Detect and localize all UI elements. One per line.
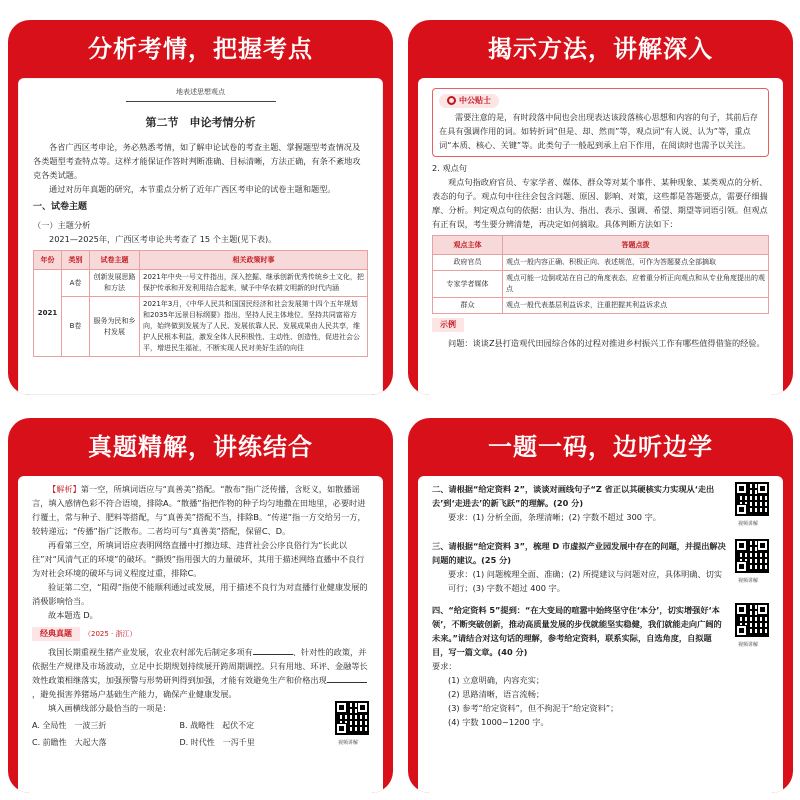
- case-text: 、针对性的政策，并依据生产规律及市场波动，立足中长期规划持续展开跨周期调控。只有用地、环评、金融等长效性政策相继落实，加强预警与形势研判得到加强，才能有效避免生产和价格出现: [32, 647, 368, 685]
- qr-code-icon[interactable]: [735, 539, 769, 573]
- qr-caption: 视频讲解: [737, 578, 758, 584]
- cell-category: A卷: [62, 270, 90, 297]
- panel-qr-learning: [408, 418, 793, 793]
- panel-exam-analysis: [8, 20, 393, 395]
- th-tip: 答题点拨: [503, 236, 769, 255]
- qr-block[interactable]: [727, 482, 769, 531]
- options-list: [32, 719, 327, 750]
- page-preview: [418, 78, 783, 395]
- cell-policy: 2021年3月，《中华人民共和国国民经济和社会发展第十四个五年规划和2035年远景目标纲要》指出，坚持人民主体地位，坚持共同富裕方向，始终做到发展为了人民、发展依靠人民、发展成果由人民共享，维护人民根本利益，激发全体人民积极性、主动性、创造性，促进社会公平，增进民生福祉，不断实现人民对美好生活的向往: [140, 297, 368, 357]
- cell-subject: 群众: [433, 298, 503, 314]
- panel-title: 真题精解，讲练结合: [88, 433, 313, 461]
- heading: 2. 观点句: [432, 163, 467, 173]
- paragraph: 观点句指政府官员、专家学者、媒体、群众等对某个事件、某种现象、某类观点的分析、表态的句子。观点句中往往会包含问题、原因、影响、对策，这些都是答题要点，需要仔细揣摩、分析。判定观点句的依据：由认为、指出、表示、强调、希望、期望等词语引领。但观点有正有误，考生要分辨清楚，再决定如何摘取。具体判断方法如下：: [432, 177, 768, 229]
- question-text: 四、“给定资料 5”提到：“在大变局的喧嚣中始终坚守住‘本分’，切实增强好‘本领’，不断突破创新，推动高质量发展的步伐就能坚实稳健，我们就能走向广阔的未来。”请结合对这句话的理解，参考给定资料，联系实际，自选角度，自拟题目，写一篇文章。(40 分): [432, 605, 722, 657]
- page-preview: [18, 476, 383, 793]
- paragraph: 通过对历年真题的研究，本节重点分析了近年广西区考申论的试卷主题和题型。: [49, 184, 336, 194]
- example-label: 示例: [432, 318, 464, 332]
- tip-text: 需要注意的是，有时段落中间也会出现表达该段落核心思想和内容的句子，其前后存在具有强调作用的词。如转折词“但是、却、然而”等，观点词“有人说、认为”等，重点词“本质、核心、关键”等。此类句子一般起到承上启下作用，在阅读时也需予以关注。: [439, 112, 758, 150]
- table-row: [433, 298, 769, 314]
- panel-real-questions: [8, 418, 393, 793]
- question-requirement: 要求：(1) 问题梳理全面、准确；(2) 所提建议与问题对应，具体明确、切实可行；(3) 字数不超过 400 字。: [448, 569, 723, 593]
- table-row: [34, 270, 368, 297]
- panel-method: [408, 20, 793, 395]
- case-source: （2025 · 浙江）: [84, 630, 137, 638]
- qr-caption: 视频讲解: [737, 642, 758, 648]
- qr-code-icon[interactable]: [335, 701, 369, 735]
- qr-block[interactable]: [727, 539, 769, 588]
- panel-title: 分析考情，把握考点: [88, 35, 313, 63]
- qr-code-icon[interactable]: [735, 482, 769, 516]
- analysis-text: 第一空，所填词语应与“真善美”搭配。“散布”指广泛传播，含贬义，如散播谣言，填入感情色彩不符合语境，排除A。“散播”指把作物的种子均匀地撒在田地里，必要时进行覆土，常与种子、肥料等搭配，与“真善美”搭配不当，排除B。“传递”指一方交给另一方，较转递远；“传播”指广泛散布。二者均可与“真善美”搭配，保留C、D。: [32, 484, 366, 536]
- requirement-item: (1) 立意明确，内容充实；: [448, 675, 545, 685]
- qr-block[interactable]: [727, 603, 769, 652]
- option-b[interactable]: B. 战略性 起伏不定: [179, 721, 255, 730]
- cell-category: B卷: [62, 297, 90, 357]
- cell-tip: 观点一般内容正确、积极正向、表述规范，可作为答题要点全部摘取: [503, 255, 769, 271]
- blank: [253, 654, 293, 655]
- cell-theme: 创新发展思路和方法: [90, 270, 140, 297]
- analysis-label: 【解析】: [48, 484, 81, 494]
- case-label: 经典真题: [32, 627, 80, 641]
- requirement-item: (2) 思路清晰，语言流畅；: [448, 689, 545, 699]
- viewpoint-table: [432, 235, 769, 314]
- cell-year: 2021: [34, 270, 62, 357]
- requirement-item: (4) 字数 1000~1200 字。: [448, 717, 549, 727]
- tip-icon: [447, 96, 456, 105]
- heading: 一、试卷主题: [33, 202, 88, 212]
- question-item: [432, 603, 769, 729]
- th-policy: 相关政策时事: [140, 251, 368, 270]
- table-row: [433, 255, 769, 271]
- option-a[interactable]: A. 全局性 一波三折: [32, 721, 107, 730]
- subheading: （一）主题分析: [33, 220, 91, 230]
- th-category: 类别: [62, 251, 90, 270]
- page-preview: [418, 476, 783, 793]
- tip-label-text: 中公贴士: [459, 96, 491, 105]
- th-subject: 观点主体: [433, 236, 503, 255]
- running-header: 地表述思想观点: [126, 85, 276, 102]
- table-row: [34, 297, 368, 357]
- question-text: 二、请根据“给定资料 2”，谈谈对画线句子“Z 省正以其硬核实力实现从‘走出去’到‘走进去’的新飞跃”的理解。(20 分): [432, 484, 715, 508]
- question-requirement-label: 要求：: [432, 661, 457, 671]
- question-item: [432, 482, 769, 531]
- cell-tip: 观点可能一边倒或站在自己的角度表态，应着重分析正向观点和从专业角度提出的观点: [503, 271, 769, 298]
- panel-title: 揭示方法，讲解深入: [488, 35, 713, 63]
- panel-title: 一题一码，边听边学: [488, 433, 713, 461]
- th-year: 年份: [34, 251, 62, 270]
- blank: [327, 682, 367, 683]
- question-text: 三、请根据“给定资料 3”，梳理 D 市虚拟产业园发展中存在的问题，并提出解决问题的建议。(25 分): [432, 541, 726, 565]
- qr-block[interactable]: [327, 701, 369, 750]
- cell-tip: 观点一般代表基层利益诉求，注重把握其利益诉求点: [503, 298, 769, 314]
- question-requirement: 要求：(1) 分析全面，条理清晰；(2) 字数不超过 300 字。: [448, 512, 661, 522]
- section-title: 第二节 申论考情分析: [145, 116, 256, 129]
- example-text: 问题：谈谈Z县打造观代田园综合体的过程对推进乡村振兴工作有哪些值得借鉴的经验。: [448, 338, 765, 348]
- cell-policy: 2021年中央一号文件指出，深入挖掘、继承创新优秀传统乡土文化，把保护传承和开发利用结合起来，赋予中华农耕文明新的时代内涵: [140, 270, 368, 297]
- option-d[interactable]: D. 时代性 一泻千里: [179, 738, 255, 747]
- case-text: ，避免损害养猪场户基础生产能力，确保产业健康发展。: [32, 689, 237, 699]
- answer-text: 故本题选 D。: [48, 610, 98, 620]
- paragraph: 2021—2025年，广西区考申论共考查了 15 个主题(见下表)。: [49, 234, 277, 244]
- topic-table: [33, 250, 368, 357]
- qr-caption: 视频讲解: [337, 740, 358, 746]
- tip-label: [439, 94, 499, 108]
- analysis-text: 再看第三空，所填词语应表明网络直播中打擦边球、违背社会公序良俗行为“长此以往”对“风清气正的环境”的破坏。“撕毁”指用强大的力量破坏，其用于描述网络直播中不良行为对社会环境的破坏与词义程度过重，排除C。: [32, 540, 365, 578]
- tip-box: [432, 88, 769, 157]
- case-text: 我国长期重视生猪产业发展，农业农村部先后制定多项有: [48, 647, 253, 657]
- cell-subject: 政府官员: [433, 255, 503, 271]
- cell-theme: 服务为民和乡村发展: [90, 297, 140, 357]
- question-item: [432, 539, 769, 595]
- prompt-text: 填入画横线部分最恰当的一项是：: [48, 703, 171, 713]
- analysis-text: 验证第二空，“阻碍”指使不能顺利通过或发展，用于描述不良行为对直播行业健康发展的消极影响恰当。: [32, 582, 368, 606]
- cell-subject: 专家学者媒体: [433, 271, 503, 298]
- qr-code-icon[interactable]: [735, 603, 769, 637]
- requirement-item: (3) 参考“给定资料”，但不拘泥于“给定资料”；: [448, 703, 619, 713]
- option-c[interactable]: C. 前瞻性 大起大落: [32, 738, 107, 747]
- table-row: [433, 271, 769, 298]
- qr-caption: 视频讲解: [737, 521, 758, 527]
- th-theme: 试卷主题: [90, 251, 140, 270]
- page-preview: [18, 78, 383, 395]
- paragraph: 各省广西区考申论，务必熟悉考情，如了解申论试卷的考查主题、掌握题型考查情况及各类题型考查特点等。这样才能保证作答时判断准确、目标清晰，方法正确，有条不紊地攻克各类试题。: [33, 142, 361, 180]
